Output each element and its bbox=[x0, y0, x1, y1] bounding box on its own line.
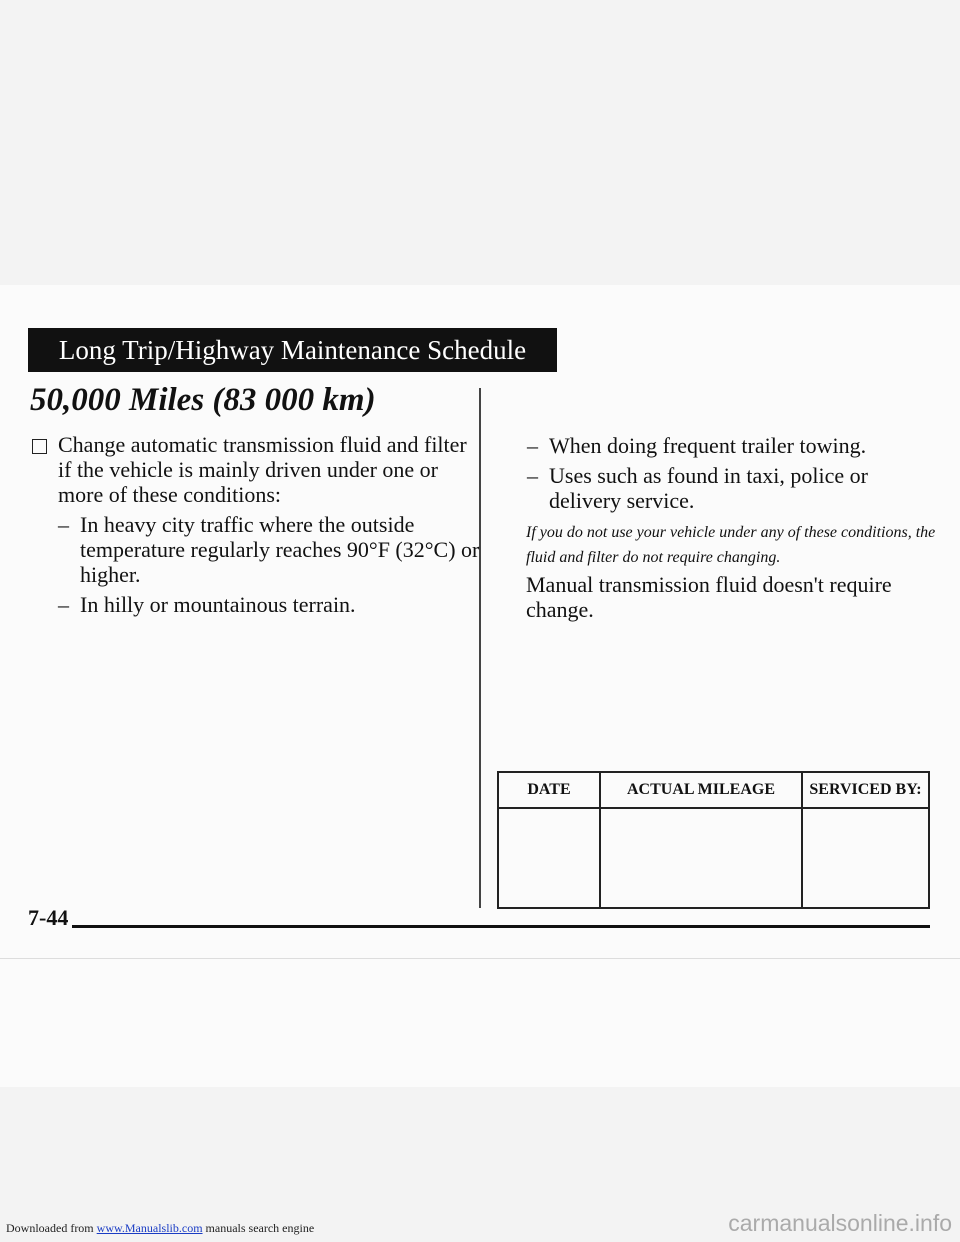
page-number: 7-44 bbox=[28, 905, 69, 930]
schedule-header: Long Trip/Highway Maintenance Schedule bbox=[28, 328, 557, 372]
date-header: DATE bbox=[498, 772, 600, 808]
conditions-note: If you do not use your vehicle under any of these conditions, the fluid and filter do not require changing. bbox=[526, 524, 936, 566]
section-title: 50,000 Miles (83 000 km) bbox=[30, 382, 376, 418]
condition-item bbox=[58, 512, 480, 587]
condition-item bbox=[58, 592, 480, 617]
condition-item bbox=[527, 463, 909, 513]
download-suffix: manuals search engine bbox=[202, 1221, 315, 1235]
date-cell[interactable] bbox=[498, 808, 600, 908]
condition-text: Uses such as found in taxi, police or delivery service. bbox=[549, 463, 868, 513]
condition-item bbox=[527, 433, 939, 458]
mileage-cell[interactable] bbox=[600, 808, 802, 908]
serviced-by-header: SERVICED BY: bbox=[802, 772, 929, 808]
dash-icon: – bbox=[58, 592, 69, 617]
condition-text: In heavy city traffic where the outside temperature regularly reaches 90°F (32°C) or higher. bbox=[80, 512, 480, 587]
page-edge-line bbox=[0, 958, 960, 959]
watermark: carmanualsonline.info bbox=[728, 1210, 952, 1236]
dash-icon: – bbox=[527, 463, 538, 488]
serviced-by-cell[interactable] bbox=[802, 808, 929, 908]
manual-transmission-note: Manual transmission fluid doesn't require change. bbox=[526, 572, 892, 622]
service-item-text: Change automatic transmission fluid and filter if the vehicle is mainly driven under one or more of these conditions: bbox=[58, 432, 467, 507]
mileage-header: ACTUAL MILEAGE bbox=[600, 772, 802, 808]
condition-text: In hilly or mountainous terrain. bbox=[80, 592, 356, 617]
download-prefix: Downloaded from bbox=[6, 1221, 97, 1235]
service-log-table bbox=[497, 771, 930, 909]
download-note bbox=[6, 1221, 314, 1236]
dash-icon: – bbox=[58, 512, 69, 537]
footer-rule bbox=[72, 925, 930, 928]
manualslib-link[interactable]: www.Manualslib.com bbox=[96, 1221, 203, 1235]
dash-icon: – bbox=[527, 433, 538, 458]
checkbox-icon[interactable] bbox=[32, 439, 47, 454]
column-divider bbox=[479, 388, 481, 908]
condition-text: When doing frequent trailer towing. bbox=[549, 433, 867, 458]
